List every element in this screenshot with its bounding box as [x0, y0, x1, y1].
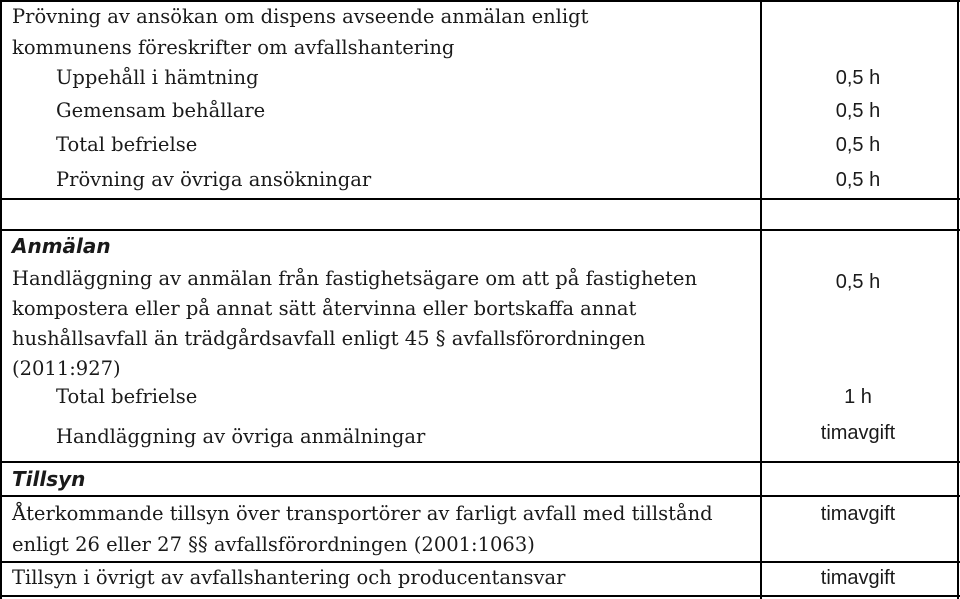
row-divider — [0, 461, 960, 463]
total-befrielse-value: 0,5 h — [835, 134, 881, 156]
tillsyn-ovrigt-label: Tillsyn i övrigt av avfallshantering och producentansvar — [12, 566, 566, 589]
aterkommande-line-1: Återkommande tillsyn över transportörer av farligt avfall med tillstånd — [12, 502, 713, 525]
aterkommande-line-2: enligt 26 eller 27 §§ avfallsförordningen (2001:1063) — [12, 533, 535, 556]
uppehall-label: Uppehåll i hämtning — [56, 66, 259, 89]
gemensam-value: 0,5 h — [835, 100, 881, 122]
total-befrielse-2-value: 1 h — [844, 386, 872, 408]
row-divider — [0, 229, 960, 231]
handlaggning-line-1: Handläggning av anmälan från fastighetsägare om att på fastigheten — [12, 267, 698, 290]
row-divider — [0, 495, 960, 497]
provning-heading-line-2: kommunens föreskrifter om avfallshantering — [12, 36, 455, 59]
handlaggning-value: 0,5 h — [835, 271, 881, 293]
table-border-bottom — [0, 595, 960, 597]
row-divider — [0, 198, 960, 200]
ovriga-ansokningar-value: 0,5 h — [835, 169, 881, 191]
ovriga-ansokningar-label: Prövning av övriga ansökningar — [56, 168, 372, 191]
uppehall-value: 0,5 h — [835, 67, 881, 89]
handlaggning-line-3: hushållsavfall än trädgårdsavfall enligt 45 § avfallsförordningen — [12, 327, 646, 350]
tillsyn-ovrigt-value: timavgift — [820, 567, 896, 589]
total-befrielse-label: Total befrielse — [56, 133, 198, 156]
ovriga-anmalningar-value: timavgift — [820, 422, 896, 444]
table-border-left — [0, 0, 2, 599]
ovriga-anmalningar-label: Handläggning av övriga anmälningar — [56, 425, 426, 448]
column-divider — [760, 0, 762, 599]
tillsyn-heading: Tillsyn — [12, 467, 86, 491]
anmalan-heading: Anmälan — [12, 234, 111, 258]
table-border-right — [957, 0, 959, 599]
provning-heading-line-1: Prövning av ansökan om dispens avseende anmälan enligt — [12, 5, 589, 28]
total-befrielse-2-label: Total befrielse — [56, 385, 198, 408]
gemensam-label: Gemensam behållare — [56, 99, 266, 122]
handlaggning-line-4: (2011:927) — [12, 357, 121, 380]
aterkommande-value: timavgift — [820, 503, 896, 525]
handlaggning-line-2: kompostera eller på annat sätt återvinna eller bortskaffa annat — [12, 297, 637, 320]
